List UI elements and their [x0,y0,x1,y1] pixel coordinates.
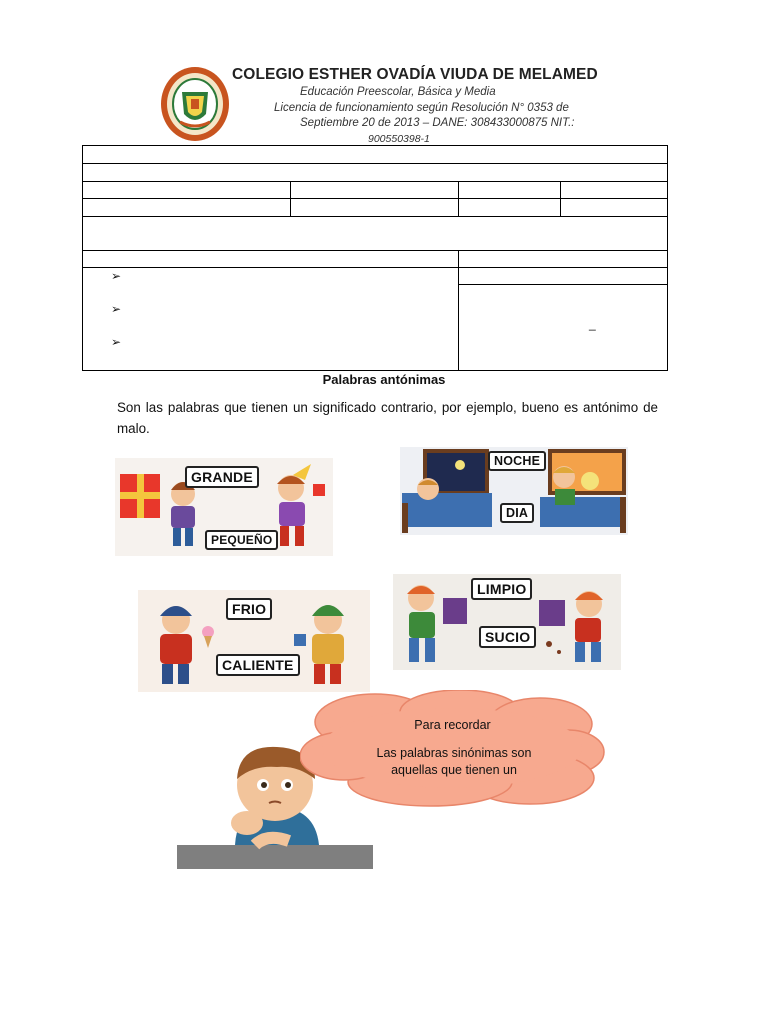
table-col-divider [560,181,561,216]
antonym-word-noche: NOCHE [488,451,546,471]
table-row-divider [83,163,667,164]
table-row-divider [458,284,667,285]
cloud-text: Las palabras sinónimas son aquellas que tienen un [376,746,532,777]
definition-paragraph: Son las palabras que tienen un significado contrario, por ejemplo, bueno es antónimo de malo. [117,400,658,436]
table-col-divider [290,181,291,216]
section-title: Palabras antónimas [322,372,446,387]
cloud-title: Para recordar [414,718,491,732]
table-row-divider [83,198,667,199]
antonym-picture-grande-pequeno [115,458,333,556]
table-col-divider [458,250,459,370]
school-seal [160,66,230,142]
antonym-word-grande: GRANDE [185,466,259,488]
student-info-table [82,145,668,371]
antonym-word-pequeno: PEQUEÑO [205,530,278,550]
antonym-word-sucio: SUCIO [479,626,536,648]
bullet-arrow: ➢ [111,335,122,349]
school-levels: Educación Preescolar, Básica y Media [300,86,496,98]
dane-line: Septiembre 20 de 2013 – DANE: 308433000875 NIT.: [300,117,575,129]
license-line: Licencia de funcionamiento según Resolución N° 0353 de [274,102,569,114]
bullet-arrow: ➢ [111,302,122,316]
table-row-divider [83,181,667,182]
antonym-picture-frio-caliente [138,590,370,692]
table-row-divider [83,216,667,217]
antonym-word-frio: FRIO [226,598,272,620]
antonym-picture-noche-dia [400,447,628,535]
table-col-divider [458,181,459,216]
table-row-divider [83,250,667,251]
table-row-divider [83,267,667,268]
antonym-word-caliente: CALIENTE [216,654,300,676]
bullet-arrow: ➢ [111,269,122,283]
antonym-word-limpio: LIMPIO [471,578,532,600]
school-name: COLEGIO ESTHER OVADÍA VIUDA DE MELAMED [232,66,598,83]
form-dash: _ [589,317,596,331]
nit-line: 900550398-1 [368,133,430,145]
antonym-word-dia: DIA [500,503,534,523]
antonym-picture-limpio-sucio [393,574,621,670]
